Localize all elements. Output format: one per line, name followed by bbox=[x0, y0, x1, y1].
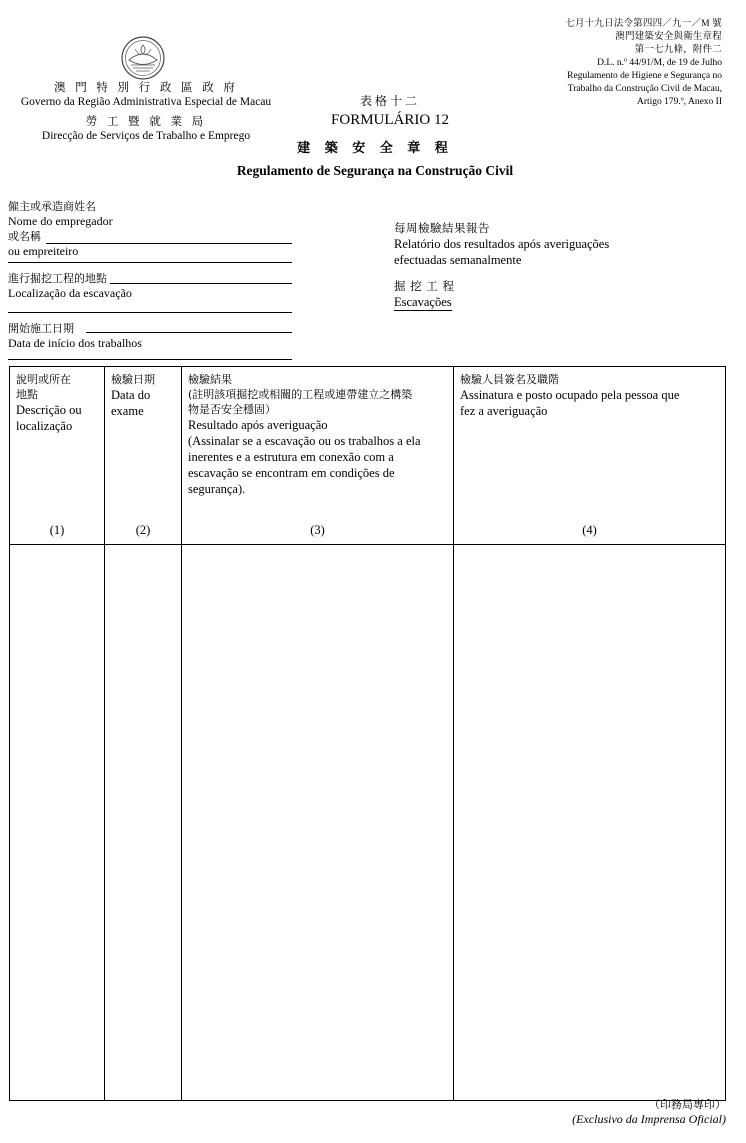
table-entry-cell-result[interactable] bbox=[182, 545, 454, 1101]
employer-label-cn: 僱主或承造商姓名 bbox=[8, 200, 96, 213]
col3-heading-pt-4: escavação se encontram em condições de bbox=[188, 466, 395, 480]
employer-input-rule-2[interactable] bbox=[8, 262, 292, 263]
location-label-pt: Localização da escavação bbox=[8, 286, 132, 300]
col3-heading-pt-1: Resultado após averiguação bbox=[188, 418, 328, 432]
table-entry-cell-date[interactable] bbox=[105, 545, 182, 1101]
table-header-row bbox=[10, 367, 726, 545]
start-date-label-pt: Data de início dos trabalhos bbox=[8, 336, 142, 350]
col3-number: (3) bbox=[310, 523, 325, 537]
report-subject-pt bbox=[394, 294, 724, 311]
col2-number: (2) bbox=[135, 523, 151, 537]
form-number bbox=[290, 92, 490, 129]
legal-reference-line-4: D.L. n.º 44/91/M, de 19 de Julho bbox=[597, 58, 722, 68]
report-subject-block bbox=[394, 278, 724, 311]
start-date-input-rule-1[interactable] bbox=[86, 332, 292, 333]
government-header bbox=[8, 80, 284, 144]
col2-heading-pt-1: Data do bbox=[111, 388, 151, 402]
col3-heading-pt-3: inerentes e a estrutura em conexão com a bbox=[188, 450, 394, 464]
col1-heading-cn-2: 地點 bbox=[16, 388, 38, 401]
report-subject-cn: 掘 挖 工 程 bbox=[394, 279, 455, 293]
page-title bbox=[140, 137, 610, 179]
macau-emblem-icon bbox=[121, 36, 165, 80]
report-subject-pt-text: Escavações bbox=[394, 295, 452, 309]
report-info-block bbox=[394, 220, 724, 268]
table-entry-cell-description[interactable] bbox=[10, 545, 105, 1101]
start-date-label-cn: 開始施工日期 bbox=[8, 322, 74, 335]
form-number-pt: FORMULÁRIO 12 bbox=[331, 112, 449, 128]
employer-field bbox=[8, 200, 298, 228]
employer-label-pt: Nome do empregador bbox=[8, 214, 113, 228]
col4-heading-pt-2: fez a averiguação bbox=[460, 404, 548, 418]
col2-heading-pt-2: exame bbox=[111, 404, 144, 418]
table-entry-cell-signature[interactable] bbox=[454, 545, 726, 1101]
legal-reference-line-3: 第一七九條，附件二 bbox=[634, 45, 722, 55]
report-title-pt-2: efectuadas semanalmente bbox=[394, 253, 522, 267]
col3-heading-cn-1: 檢驗結果 bbox=[188, 373, 232, 386]
report-title-pt-1: Relatório dos resultados após averiguações bbox=[394, 237, 610, 251]
footer-pt: (Exclusivo da Imprensa Oficial) bbox=[572, 1112, 726, 1126]
col3-heading-cn-3: 物是否安全穩固） bbox=[188, 403, 276, 416]
col4-number: (4) bbox=[582, 523, 597, 537]
employer-field-pt2 bbox=[8, 244, 298, 258]
location-input-rule-2[interactable] bbox=[8, 312, 292, 313]
department-name-pt: Direcção de Serviços de Trabalho e Emprego bbox=[41, 130, 251, 142]
col3-heading-pt-2: (Assinalar se a escavação ou os trabalhos a ela bbox=[188, 434, 421, 448]
government-name-cn: 澳 門 特 別 行 政 區 政 府 bbox=[54, 80, 238, 94]
location-label-cn: 進行掘挖工程的地點 bbox=[8, 272, 107, 285]
table-header-cell-4 bbox=[454, 367, 726, 545]
col2-heading-cn-1: 檢驗日期 bbox=[111, 373, 155, 386]
footer bbox=[572, 1097, 726, 1127]
col4-heading-pt-1: Assinatura e posto ocupado pela pessoa que bbox=[460, 388, 680, 402]
legal-reference-line-1: 七月十九日法令第四四／九一／M 號 bbox=[565, 19, 722, 29]
legal-reference-block bbox=[462, 18, 722, 109]
inspection-table bbox=[9, 366, 726, 1101]
start-date-input-rule-2[interactable] bbox=[8, 359, 292, 360]
legal-reference-line-2: 澳門建築安全與衛生章程 bbox=[615, 32, 722, 42]
legal-reference-line-6: Trabalho da Construção Civil de Macau, bbox=[567, 84, 722, 94]
table-header-cell-3 bbox=[182, 367, 454, 545]
col1-heading-pt-1: Descrição ou bbox=[16, 403, 82, 417]
form-number-cn: 表格十二 bbox=[359, 94, 420, 108]
col3-heading-pt-5: segurança). bbox=[188, 482, 246, 496]
government-name-pt: Governo da Região Administrativa Especial de Macau bbox=[20, 96, 272, 108]
col3-heading-cn-2: (註明該項掘挖或相關的工程或連帶建立之構築 bbox=[188, 388, 413, 401]
employer-label-cn-2: 或名稱 bbox=[8, 230, 41, 243]
report-title-cn: 每周檢驗結果報告 bbox=[394, 221, 490, 235]
footer-cn: （印務局專印） bbox=[649, 1098, 726, 1111]
table-body-row bbox=[10, 545, 726, 1101]
regulation-title-cn: 建 築 安 全 章 程 bbox=[297, 141, 453, 156]
location-field bbox=[8, 272, 298, 300]
table-header-cell-2 bbox=[105, 367, 182, 545]
col4-heading-cn-1: 檢驗人員簽名及職階 bbox=[460, 373, 559, 386]
employer-field-line2 bbox=[8, 230, 298, 244]
employer-label-pt-2: ou empreiteiro bbox=[8, 244, 79, 258]
col1-heading-pt-2: localização bbox=[16, 419, 73, 433]
col1-heading-cn-1: 說明或所在 bbox=[16, 373, 71, 386]
table-header-cell-1 bbox=[10, 367, 105, 545]
department-name-cn: 勞 工 暨 就 業 局 bbox=[85, 114, 207, 128]
start-date-field bbox=[8, 322, 298, 350]
legal-reference-line-5: Regulamento de Higiene e Segurança no bbox=[567, 71, 722, 81]
location-input-rule-1[interactable] bbox=[110, 283, 292, 284]
regulation-title-pt: Regulamento de Segurança na Construção Civil bbox=[236, 163, 514, 178]
legal-reference-line-7: Artigo 179.º, Anexo II bbox=[636, 97, 722, 107]
col1-number: (1) bbox=[49, 523, 65, 537]
